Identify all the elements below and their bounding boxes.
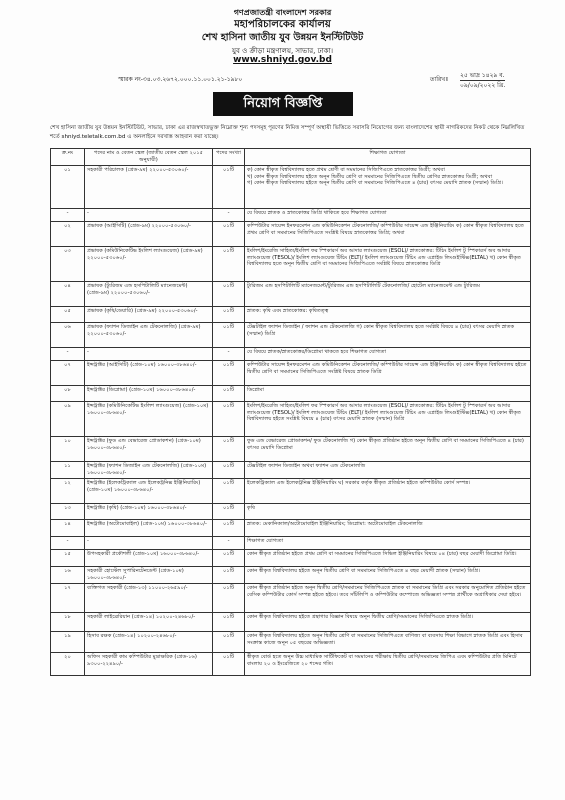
cell-post-name: প্রভাষক (ট্যুরিজম এন্ড হসপিটালিটি ম্যানেজমেন্ট) (গ্রেড-৯ম) ২২০০০-৫৩০৬০/-	[85, 282, 213, 307]
cell-post-name: অফিস সহকারী কাম কম্পিউটার মুদ্রাক্ষরিক (গ্রেড-১৬) ৯৩০০-২২৪৯০/-	[85, 653, 213, 676]
institute-name: শেখ হাসিনা জাতীয় যুব উন্নয়ন ইনস্টিটিউট	[201, 32, 364, 43]
vacancy-table	[50, 148, 531, 676]
cell-post-name: ইন্সট্রাক্টর (আইসিটি) (গ্রেড-১০ম) ১৬০০০-৩৮৬৪০/-	[85, 361, 213, 386]
cell-serial: ২০	[51, 653, 85, 676]
cell-post-count: -	[213, 348, 245, 361]
cell-post-count: ০১টি	[213, 613, 245, 632]
table-row	[51, 520, 531, 537]
cell-post-name: সহকারী হোস্টেল সুপারিনটেনডেন্ট (গ্রেড-১০ম) ১৬০০০-৩৮৬৪০/-	[85, 567, 213, 584]
date-bangla: ২৫ ভাদ্র ১৪২৯ ব.	[460, 72, 505, 79]
cell-qualification: কোন স্বীকৃত প্রতিষ্ঠান হইতে প্রথম শ্রেণি বা সমমানের সিজিপিএতে সিভিল ইঞ্জিনিয়ারিং বিষয়ে ০৪ (চার) বছর মেয়াদী ডিপ্লোমা ডিগ্রি।	[245, 550, 531, 567]
cell-post-count: ০১টি	[213, 462, 245, 479]
cell-post-count: ০১টি	[213, 550, 245, 567]
cell-qualification: ইংলিশ/ইংরেজি সাহিত্য/ইংলিশ ফর স্পিকারর্স অব আদার ল্যাংগুয়েজ (ESOL)/ স্নাতকোত্তর: টিচিং ইংলিশ টু স্পিকারর্স অব আদার ল্যাংগুয়েজ (TESOL)/ ইংলিশ ল্যাংগুয়েজ টিচিং (ELT)/ ইংলিশ ল্যাংগুয়েজ টিচিং এন্ড এপ্লাইড লিংগুইস্টিক্স(ELTAL) খ) কোন স্বীকৃত বিশ্ববিদ্যালয় হতে অনূন দ্বিতীয় শ্রেণি বা সমমানের সিজিপিএতে সংশ্লিষ্ট বিষয়ে স্নাতকোত্তর ডিগ্রি	[245, 247, 531, 282]
cell-qualification: স্নাতক: কৃষি এবং স্নাতকোত্তর: কৃষিতত্ত্ব	[245, 307, 531, 323]
cell-post-count: ০১টি	[213, 222, 245, 247]
government-line: গণপ্রজাতন্ত্রী বাংলাদেশ সরকার	[233, 8, 332, 17]
cell-post-name: প্রভাষক (কমিউনিকেটিভ ইংলিশ ল্যাংগুয়েজ) (গ্রেড-৯ম) ২২০০০-৫৩০৬০/-	[85, 247, 213, 282]
cell-qualification: ইংলিশ/ইংরেজি সাহিত্য/ইংলিশ ফর স্পিকারর্স অব আদার ল্যাংগুয়েজ (ESOL)/ স্নাতকোত্তর: টিচিং ইংলিশ টু স্পিকারর্স অব আদার ল্যাংগুয়েজ (TESOL)/ ইংলিশ ল্যাংগুয়েজ টিচিং (ELT)/ ইংলিশ ল্যাংগুয়েজ টিচিং এন্ড এপ্লাইড লিংগুইস্টিক্স(ELTAL) খ) কোন স্বীকৃত বিশ্ববিদ্যালয় হইতে সংশ্লিষ্ট বিষয়ে ৪ (চার) বৎসর মেয়াদি স্নাতক (সম্মান) ডিগ্রি	[245, 402, 531, 437]
cell-post-count: ০১টি	[213, 504, 245, 520]
cell-qualification: শিক্ষাগত যোগ্যতা	[245, 537, 531, 550]
cell-post-count: ০১টি	[213, 282, 245, 307]
memo-number: স্মারক নং-৩৪.০৩.২৬৭২.০০০.১১.০০১.২১-১৯৮০	[118, 76, 243, 83]
cell-serial: ১১	[51, 462, 85, 479]
cell-post-name: ইন্সট্রাক্টর (ইলেকট্রিক্যাল এন্ড ইলেকট্রনিক্স ইঞ্জিনিয়ারিং) (গ্রেড-১০ম) ১৬০০০-৩৮৬৪০/-	[85, 479, 213, 504]
cell-post-count: -	[213, 209, 245, 222]
cell-post-name: -	[85, 209, 213, 222]
cell-serial: ০৬	[51, 323, 85, 348]
table-row	[51, 247, 531, 282]
date-english: ০৯/০৯/২০২২ খ্রি.	[460, 82, 506, 89]
cell-post-count: ০১টি	[213, 361, 245, 386]
cell-post-name: ইন্সট্রাক্টর (কমিউনিকেটিভ ইংলিশ ল্যাংগুয়েজ) (গ্রেড-১০ম) ১৬০০০-৩৮৬৪০/-	[85, 402, 213, 437]
cell-serial: ০১	[51, 166, 85, 209]
table-header-row	[51, 149, 531, 166]
notice-title: নিয়োগ বিজ্ঞপ্তি	[213, 92, 353, 116]
intro-paragraph: শেখ হাসিনা জাতীয় যুব উন্নয়ন ইনস্টিটিউট, সাভার, ঢাকা এর রাজস্বখাতভুক্ত নিম্নোক্ত শূন্য পদসমূহ পূরণের নিমিত্ত সম্পূর্ণ অস্থায়ী ভিত্তিতে সরাসরি নিয়োগের জন্য বাংলাদেশের স্থায়ী নাগরিকদের নিকট থেকে নিম্নলিখিত শর্তে shniyd.teletalk.com.bd এ অনলাইনে দরখাস্ত আহবান করা যাচ্ছে।	[50, 125, 525, 140]
header-serial: ক্র.নং	[51, 149, 85, 166]
table-row	[51, 386, 531, 402]
table-row	[51, 653, 531, 676]
table-row	[51, 402, 531, 437]
ministry-line: যুব ও ক্রীড়া মন্ত্রণালয়, সাভার, ঢাকা।	[231, 47, 334, 55]
cell-qualification: যে বিষয়ে স্নাতক ও স্নাতকোত্তর ডিগ্রি থাকিতে হবে শিক্ষাগত যোগ্যতা	[245, 209, 531, 222]
table-row	[51, 462, 531, 479]
cell-serial: ০৮	[51, 386, 85, 402]
table-row	[51, 537, 531, 550]
cell-post-count: ০১টি	[213, 520, 245, 537]
cell-serial: ০২	[51, 222, 85, 247]
header-post-count: পদের সংখ্যা	[213, 149, 245, 166]
table-row	[51, 348, 531, 361]
table-row	[51, 437, 531, 462]
cell-post-name: প্রভাষক (ফ্যাশন ডিজাইন এন্ড টেকনোলজি) (গ্রেড-৯ম) ২২০০০-৫৩০৬০/-	[85, 323, 213, 348]
table-row	[51, 550, 531, 567]
table-row	[51, 209, 531, 222]
table-row	[51, 361, 531, 386]
table-row	[51, 613, 531, 632]
header-qualification: শিক্ষাগত যোগ্যতা	[245, 149, 531, 166]
cell-serial: ১২	[51, 479, 85, 504]
cell-post-name: ইন্সট্রাক্টর (অটোমোবাইল) (গ্রেড-১০ম) ১৬০০০-৩৮৬৪০/-	[85, 520, 213, 537]
cell-qualification: ডিপ্লোমা	[245, 386, 531, 402]
cell-serial: ১৪	[51, 520, 85, 537]
cell-serial: ০৭	[51, 361, 85, 386]
table-row	[51, 282, 531, 307]
cell-serial: ১৮	[51, 613, 85, 632]
cell-post-count: ০১টি	[213, 584, 245, 613]
cell-post-name: সহকারী পরিচালক (গ্রেড-৯ম) ২২০০০-৫৩০৬০/-	[85, 166, 213, 209]
cell-qualification: কোন স্বীকৃত বিশ্ববিদ্যালয় হইতে গ্রন্থাগার বিজ্ঞান বিষয়ে অনূন দ্বিতীয় শ্রেণি/সমমানের সিজিপিএতে স্নাতক ডিগ্রি।	[245, 613, 531, 632]
cell-qualification: কম্পিউটার সায়েন্স ইনফরমেশন এন্ড কমিউনিকেশন টেকনোলজি/ কম্পিউটার সায়েন্স এন্ড ইঞ্জিনিয়ারিং ক) কোন স্বীকৃত বিশ্ববিদ্যালয় হইতে দ্বিতীয় শ্রেণি বা সমমানের সিজিপিএতে সংশ্লিষ্ট বিষয়ে স্নাতক ডিগ্রি	[245, 361, 531, 386]
cell-serial: -	[51, 348, 85, 361]
cell-post-name: ইন্সট্রাক্টর (কৃষি) (গ্রেড-১০ম) ১৬০০০-৩৮৬৪০/-	[85, 504, 213, 520]
cell-qualification: ইলেকট্রিক্যাল এন্ড ইলেকট্রনিক্স ইঞ্জিনিয়ারিং ঘ) সরকার কর্তৃক স্বীকৃত প্রতিষ্ঠান হইতে কম্পিউটার কোর্স সম্পন্ন।	[245, 479, 531, 504]
cell-serial: ০৩	[51, 247, 85, 282]
table-row	[51, 479, 531, 504]
cell-serial: ১৫	[51, 550, 85, 567]
cell-qualification: টেক্সটাইল ফ্যাশন ডিজাইন অথবা ফ্যাশন এন্ড টেকনোলজি	[245, 462, 531, 479]
table-row	[51, 307, 531, 323]
date-label: তারিখঃ	[430, 76, 449, 83]
table-body	[51, 166, 531, 676]
header-post-name: পদের নাম ও বেতন স্কেল (জাতীয় বেতন স্কেল ২০১৫ অনুযায়ী)	[85, 149, 213, 166]
cell-serial: -	[51, 209, 85, 222]
cell-post-name: -	[85, 348, 213, 361]
table-row	[51, 166, 531, 209]
cell-serial: -	[51, 537, 85, 550]
cell-post-count: ০১টি	[213, 479, 245, 504]
table-row	[51, 323, 531, 348]
table-row	[51, 632, 531, 653]
cell-serial: ১৭	[51, 584, 85, 613]
table-row	[51, 222, 531, 247]
cell-serial: ০৪	[51, 282, 85, 307]
cell-serial: ১০	[51, 437, 85, 462]
cell-post-count: ০১টি	[213, 247, 245, 282]
cell-post-count: ০১টি	[213, 386, 245, 402]
cell-post-count: ০১টি	[213, 653, 245, 676]
cell-qualification: টেক্সটাইল ফ্যাশন ডিজাইন / ফ্যাশন এন্ড টেকনোলজি গ) কোন স্বীকৃত বিশ্ববিদ্যালয় হতে সংশ্লিষ্ট বিষয়ে ৪ (চার) বৎসর মেয়াদি স্নাতক (সম্মান) ডিগ্রি	[245, 323, 531, 348]
cell-qualification: ফুড এন্ড বেভারেজ প্রোডাকশন/ ফুড টেকনোলজি গ) কোন স্বীকৃত প্রতিষ্ঠান হইতে অনূন দ্বিতীয় শ্রেণি বা সমমানের সিজিপিএতে ৪ (চার) বৎসর মেয়াদি ডিপ্লোমা	[245, 437, 531, 462]
cell-qualification: স্নাতক: মেকানিক্যাল/অটোমোবাইল ইঞ্জিনিয়ারিং; ডিপ্লোমা: অটোমোবাইল টেকনোলজি	[245, 520, 531, 537]
cell-post-name: হিসাব রক্ষক (গ্রেড-১৪) ১০২০০-২৪৬৮০/-	[85, 632, 213, 653]
cell-post-count: -	[213, 537, 245, 550]
cell-qualification: কৃষি	[245, 504, 531, 520]
table-row	[51, 567, 531, 584]
cell-post-count: ০১টি	[213, 166, 245, 209]
cell-post-name: উপসহকারী প্রকৌশলী (গ্রেড-১০ম) ১৬০০০-৩৮৬৪০/-	[85, 550, 213, 567]
table-row	[51, 584, 531, 613]
cell-qualification: কম্পিউটার সায়েন্স ইনফরমেশন এন্ড কমিউনিকেশন টেকনোলজি/ কম্পিউটার সায়েন্স এন্ড ইঞ্জিনিয়ারিং ক) কোন স্বীকৃত বিশ্ববিদ্যালয় হতে প্রথম শ্রেণি বা সমমানের সিজিপিএতে সংশ্লিষ্ট বিষয়ে স্নাতকোত্তর ডিগ্রি; অথবা	[245, 222, 531, 247]
website-link[interactable]: www.shniyd.gov.bd	[233, 55, 332, 65]
cell-post-count: ০১টি	[213, 567, 245, 584]
cell-post-name: প্রভাষক (আইসিটি) (গ্রেড-৯ম) ২২০০০-৫৩০৬০/-	[85, 222, 213, 247]
cell-qualification: যে বিষয়ে স্নাতক/স্নাতকোত্তর/ডিপ্লোমা থাকতে হবে শিক্ষাগত যোগ্যতা	[245, 348, 531, 361]
cell-qualification: স্বীকৃত বোর্ড হতে অনূন উচ্চ মাধ্যমিক সার্টিফিকেট বা সমমানের পরীক্ষায় দ্বিতীয় শ্রেণি/সমমানের জিপিএ এবং কম্পিউটার প্রতি মিনিটে বাংলায় ২০ ও ইংরেজিতে ২০ শব্দের গতি।	[245, 653, 531, 676]
cell-serial: ১৬	[51, 567, 85, 584]
table-row	[51, 504, 531, 520]
cell-post-name: ব্যক্তিগত সহকারী (গ্রেড-১৩) ১১০০০-২৬৫৯০/-	[85, 584, 213, 613]
cell-qualification: কোন স্বীকৃত বিশ্ববিদ্যালয় হইতে অনূন দ্বিতীয় শ্রেণি বা সমমানের সিজিপিএতে বাণিজ্য বা ব্যবসায় শিক্ষা বিভাগে স্নাতক ডিগ্রি এবং হিসাব সংক্রান্ত কাজে অনূন ০৫ বছরের অভিজ্ঞতা।	[245, 632, 531, 653]
cell-post-name: ইন্সট্রাক্টর (ডিপ্লোমা) (গ্রেড-১০ম) ১৬০০০-৩৮৬৪০/-	[85, 386, 213, 402]
cell-post-count: ০১টি	[213, 323, 245, 348]
cell-post-name: সহকারী লাইব্রেরিয়ান (গ্রেড-১৪) ১০২০০-২৪৬৮০/-	[85, 613, 213, 632]
cell-post-count: ০১টি	[213, 632, 245, 653]
cell-qualification: ট্যুরিজম এন্ড হসপিটালিটি ম্যানেজমেন্ট/ট্যুরিজম এন্ড হসপিটালিটি টেকনোলজি/ হোটেল ম্যানেজমেন্ট এন্ড ট্যুরিজম	[245, 282, 531, 307]
cell-serial: ০৯	[51, 402, 85, 437]
cell-post-count: ০১টি	[213, 437, 245, 462]
office-line: মহাপরিচালকের কার্যালয়	[234, 19, 331, 30]
cell-qualification: ক) কোন স্বীকৃত বিশ্ববিদ্যালয় হতে প্রথম শ্রেণী বা সমমানের সিজিপিএতে স্নাতকোত্তর ডিগ্রী; অথবা খ) কোন স্বীকৃত বিশ্ববিদ্যালয় হইতে অনূন দ্বিতীয় শ্রেণি বা সমমানের সিজিপিএতে দ্বিতীয় শ্রেণির স্নাতকোত্তর ডিগ্রী; অথবা গ) কোন স্বীকৃত বিশ্ববিদ্যালয় হইতে অনূন দ্বিতীয় শ্রেণি বা সমমানের সিজিপিএতে ৪ (চার) বৎসর মেয়াদি স্নাতক (সম্মান) ডিগ্রি।	[245, 166, 531, 209]
cell-post-name: প্রভাষক (কৃষি/ডেয়ারি) (গ্রেড-৯ম) ২২০০০-৫৩০৬০/-	[85, 307, 213, 323]
cell-serial: ০৫	[51, 307, 85, 323]
cell-post-count: ০১টি	[213, 307, 245, 323]
cell-qualification: কোন স্বীকৃত প্রতিষ্ঠান হইতে অনূন দ্বিতীয় শ্রেণি/সমমানের সিজিপিএতে স্নাতক বা সমমানের ডিগ্রি এবং সরকার অনুমোদিত প্রতিষ্ঠান হইতে বেসিক কম্পিউটার কোর্স সম্পন্ন হইতে হইবে। তবে সাঁটলিপি ও কম্পিউটার কম্পোজে অভিজ্ঞতা সম্পন্ন প্রার্থীকে অগ্রাধিকার দেয়া হইবে।	[245, 584, 531, 613]
cell-post-name: -	[85, 537, 213, 550]
cell-post-count: ০১টি	[213, 402, 245, 437]
cell-post-name: ইন্সট্রাক্টর (ফ্যাশন ডিজাইন এন্ড টেকনোলজি) (গ্রেড-১০ম) ১৬০০০-৩৮৬৪০/-	[85, 462, 213, 479]
cell-serial: ১৯	[51, 632, 85, 653]
cell-serial: ১৩	[51, 504, 85, 520]
cell-post-name: ইন্সট্রাক্টর (ফুড এন্ড বেভারেজ প্রোডাকশন) (গ্রেড-১০ম) ১৬০০০-৩৮৬৪০/-	[85, 437, 213, 462]
cell-qualification: কোন স্বীকৃত বিশ্ববিদ্যালয় হইতে অনূন দ্বিতীয় শ্রেণি বা সমমানের সিজিপিএতে ৪ বছর মেয়াদী স্নাতক (সম্মান) ডিগ্রি।	[245, 567, 531, 584]
